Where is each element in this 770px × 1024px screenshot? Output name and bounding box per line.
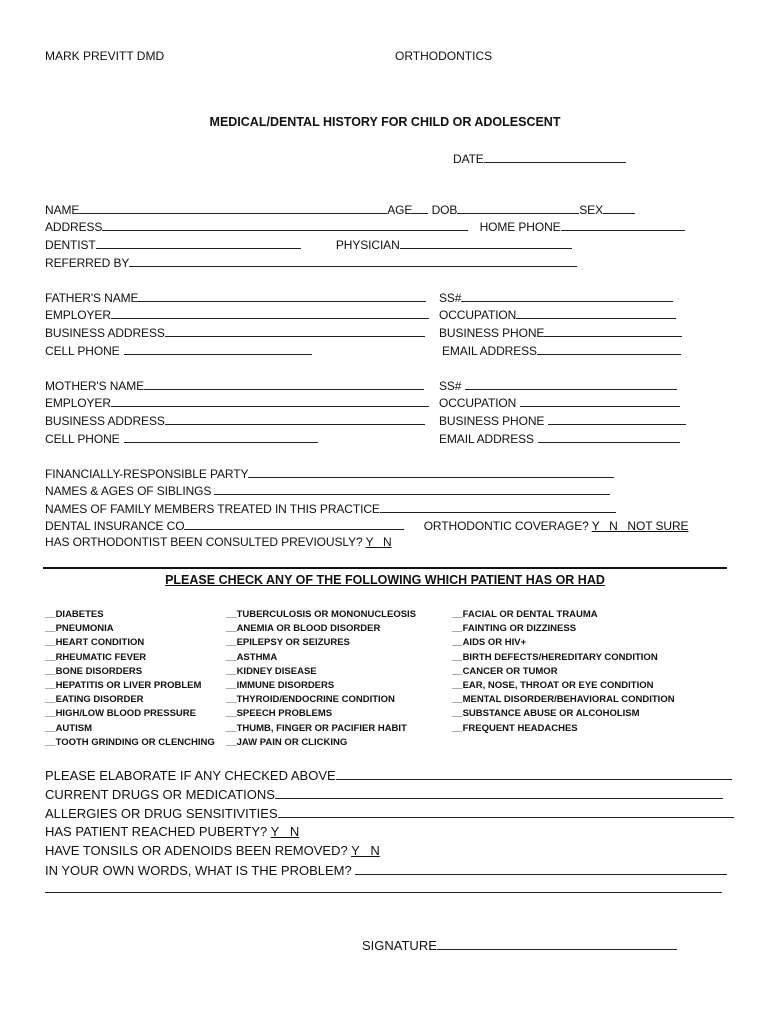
checklist-col-1 [45, 608, 215, 750]
physician-label: PHYSICIAN [335, 238, 400, 252]
check-facial-trauma[interactable]: __FACIAL OR DENTAL TRAUMA [452, 609, 598, 620]
ortho-coverage-options[interactable]: Y N NOT SURE [591, 519, 689, 533]
father-business-address-field[interactable] [165, 324, 425, 337]
mother-ss-label: SS# [439, 379, 462, 393]
mother-business-phone-row [439, 412, 686, 428]
mother-name-row [45, 377, 424, 393]
financial-label: FINANCIALLY-RESPONSIBLE PARTY [45, 467, 249, 481]
age-field[interactable] [412, 201, 428, 214]
dob-field[interactable] [457, 201, 579, 214]
section-divider [43, 567, 727, 569]
mother-employer-label: EMPLOYER [45, 396, 111, 410]
check-anemia[interactable]: __ANEMIA OR BLOOD DISORDER [226, 623, 381, 635]
puberty-label: HAS PATIENT REACHED PUBERTY? [45, 824, 268, 839]
father-employer-field[interactable] [111, 306, 429, 319]
father-cell-row [45, 342, 312, 358]
drugs-field[interactable] [275, 786, 723, 799]
father-ss-field[interactable] [461, 289, 673, 302]
check-kidney-disease[interactable]: __KIDNEY DISEASE [226, 665, 317, 677]
check-diabetes[interactable]: __DIABETES [45, 609, 104, 620]
elaborate-field[interactable] [336, 767, 732, 780]
father-employer-row [45, 306, 429, 322]
financial-row [45, 465, 614, 481]
father-name-label: FATHER'S NAME [45, 291, 139, 305]
mother-cell-row [45, 430, 318, 446]
tonsils-options[interactable]: Y N [351, 843, 380, 858]
puberty-row [45, 824, 299, 839]
insurance-row [45, 517, 688, 533]
check-immune-disorders[interactable]: __IMMUNE DISORDERS [226, 679, 335, 691]
father-email-row [442, 342, 681, 358]
father-business-address-row [45, 324, 425, 340]
mother-ss-field[interactable] [465, 377, 677, 390]
check-autism[interactable]: __AUTISM [45, 722, 92, 734]
check-hepatitis[interactable]: __HEPATITIS OR LIVER PROBLEM [45, 679, 202, 691]
check-rheumatic-fever[interactable]: __RHEUMATIC FEVER [45, 651, 147, 663]
physician-field[interactable] [400, 236, 572, 249]
elaborate-label: PLEASE ELABORATE IF ANY CHECKED ABOVE [45, 768, 336, 783]
dob-label: DOB [431, 203, 458, 217]
check-tuberculosis[interactable]: __TUBERCULOSIS OR MONONUCLEOSIS [226, 609, 417, 620]
father-business-phone-field[interactable] [544, 324, 682, 337]
date-label: DATE [453, 152, 484, 166]
mother-business-address-label: BUSINESS ADDRESS [45, 414, 165, 428]
mother-cell-field[interactable] [124, 430, 318, 443]
check-fainting[interactable]: __FAINTING OR DIZZINESS [452, 623, 577, 635]
check-tooth-grinding[interactable]: __TOOTH GRINDING OR CLENCHING [45, 736, 215, 748]
father-cell-label: CELL PHONE [45, 344, 120, 358]
father-occupation-label: OCCUPATION [439, 308, 517, 322]
family-members-label: NAMES OF FAMILY MEMBERS TREATED IN THIS PRACTICE [45, 502, 380, 516]
allergies-label: ALLERGIES OR DRUG SENSITIVITIES [45, 806, 278, 821]
sex-label: SEX [579, 203, 603, 217]
problem-field[interactable] [355, 862, 727, 875]
mother-business-address-field[interactable] [165, 412, 425, 425]
dentist-field[interactable] [96, 236, 301, 249]
address-field[interactable] [102, 218, 468, 231]
father-ss-row [439, 289, 673, 305]
drugs-row [45, 786, 723, 802]
problem-row [45, 862, 727, 878]
referred-row [45, 254, 577, 270]
checklist-col-3 [452, 608, 675, 736]
signature-row [362, 937, 677, 953]
address-label: ADDRESS [45, 220, 103, 234]
mother-email-row [439, 430, 680, 446]
dentist-label: DENTIST [45, 238, 96, 252]
problem-label: IN YOUR OWN WORDS, WHAT IS THE PROBLEM? [45, 863, 352, 878]
insurance-field[interactable] [184, 517, 404, 530]
sex-field[interactable] [603, 201, 635, 214]
signature-field[interactable] [437, 937, 677, 950]
puberty-options[interactable]: Y N [270, 824, 300, 839]
check-epilepsy[interactable]: __EPILEPSY OR SEIZURES [226, 637, 350, 649]
father-occupation-row [439, 306, 676, 322]
referred-label: REFERRED BY [45, 256, 130, 270]
check-ent[interactable]: __EAR, NOSE, THROAT OR EYE CONDITION [452, 679, 654, 691]
check-headaches[interactable]: __FREQUENT HEADACHES [452, 722, 578, 734]
mother-cell-label: CELL PHONE [45, 432, 120, 446]
check-aids[interactable]: __AIDS OR HIV+ [452, 637, 527, 649]
referred-field[interactable] [129, 254, 577, 267]
financial-field[interactable] [248, 465, 614, 478]
mother-occupation-row [439, 394, 680, 410]
date-row [453, 150, 626, 166]
check-jaw-pain[interactable]: __JAW PAIN OR CLICKING [226, 736, 348, 748]
mother-ss-row [439, 377, 677, 393]
father-employer-label: EMPLOYER [45, 308, 111, 322]
check-cancer[interactable]: __CANCER OR TUMOR [452, 665, 558, 677]
check-heart-condition[interactable]: __HEART CONDITION [45, 637, 145, 649]
age-label: AGE [387, 203, 413, 217]
dentist-row [45, 236, 572, 252]
check-eating-disorder[interactable]: __EATING DISORDER [45, 694, 144, 706]
ortho-coverage-label: ORTHODONTIC COVERAGE? [423, 519, 589, 533]
mother-email-field[interactable] [538, 430, 680, 443]
father-email-field[interactable] [537, 342, 681, 355]
doctor-name: MARK PREVITT DMD [45, 49, 165, 63]
problem-field-line-2[interactable] [45, 892, 722, 893]
mother-occupation-field[interactable] [520, 394, 680, 407]
check-birth-defects[interactable]: __BIRTH DEFECTS/HEREDITARY CONDITION [452, 651, 658, 663]
mother-business-address-row [45, 412, 425, 428]
family-members-field[interactable] [380, 500, 616, 513]
siblings-row [45, 482, 610, 498]
check-speech-problems[interactable]: __SPEECH PROBLEMS [226, 708, 333, 720]
date-field[interactable] [484, 150, 626, 163]
name-field[interactable] [79, 201, 387, 214]
tonsils-label: HAVE TONSILS OR ADENOIDS BEEN REMOVED? [45, 843, 348, 858]
mother-employer-field[interactable] [111, 394, 429, 407]
consulted-label: HAS ORTHODONTIST BEEN CONSULTED PREVIOUSLY? [45, 535, 363, 549]
father-business-phone-label: BUSINESS PHONE [439, 326, 545, 340]
checklist-title: PLEASE CHECK ANY OF THE FOLLOWING WHICH PATIENT HAS OR HAD [165, 573, 605, 587]
specialty: ORTHODONTICS [395, 49, 493, 63]
father-ss-label: SS# [439, 291, 462, 305]
father-occupation-field[interactable] [516, 306, 676, 319]
check-bone-disorders[interactable]: __BONE DISORDERS [45, 665, 143, 677]
checklist-col-2 [226, 608, 416, 750]
check-pneumonia[interactable]: __PNEUMONIA [45, 623, 114, 635]
check-thyroid[interactable]: __THYROID/ENDOCRINE CONDITION [226, 694, 395, 706]
check-asthma[interactable]: __ASTHMA [226, 651, 278, 663]
allergies-field[interactable] [278, 805, 734, 818]
consulted-options[interactable]: Y N [365, 535, 392, 549]
father-email-label: EMAIL ADDRESS [442, 344, 537, 358]
name-row [45, 201, 635, 217]
mother-business-phone-label: BUSINESS PHONE [439, 414, 545, 428]
home-phone-field[interactable] [561, 218, 685, 231]
father-cell-field[interactable] [124, 342, 312, 355]
check-thumb-habit[interactable]: __THUMB, FINGER OR PACIFIER HABIT [226, 722, 407, 734]
check-substance-abuse[interactable]: __SUBSTANCE ABUSE OR ALCOHOLISM [452, 708, 640, 720]
name-label: NAME [45, 203, 80, 217]
drugs-label: CURRENT DRUGS OR MEDICATIONS [45, 787, 275, 802]
home-phone-label: HOME PHONE [479, 220, 561, 234]
mother-email-label: EMAIL ADDRESS [439, 432, 534, 446]
consulted-row [45, 535, 392, 549]
siblings-label: NAMES & AGES OF SIBLINGS [45, 484, 212, 498]
signature-label: SIGNATURE [362, 938, 437, 953]
allergies-row [45, 805, 734, 821]
form-title: MEDICAL/DENTAL HISTORY FOR CHILD OR ADOLESCENT [209, 115, 561, 129]
father-business-phone-row [439, 324, 682, 340]
mother-occupation-label: OCCUPATION [439, 396, 517, 410]
insurance-label: DENTAL INSURANCE CO [45, 519, 185, 533]
mother-employer-row [45, 394, 429, 410]
check-blood-pressure[interactable]: __HIGH/LOW BLOOD PRESSURE [45, 708, 196, 720]
address-row [45, 218, 685, 234]
father-name-row [45, 289, 426, 305]
check-mental-disorder[interactable]: __MENTAL DISORDER/BEHAVIORAL CONDITION [452, 694, 675, 706]
elaborate-row [45, 767, 732, 783]
tonsils-row [45, 843, 380, 858]
mother-name-field[interactable] [144, 377, 424, 390]
father-business-address-label: BUSINESS ADDRESS [45, 326, 165, 340]
family-members-row [45, 500, 616, 516]
siblings-field[interactable] [214, 482, 610, 495]
mother-business-phone-field[interactable] [548, 412, 686, 425]
father-name-field[interactable] [138, 289, 426, 302]
mother-name-label: MOTHER'S NAME [45, 379, 144, 393]
